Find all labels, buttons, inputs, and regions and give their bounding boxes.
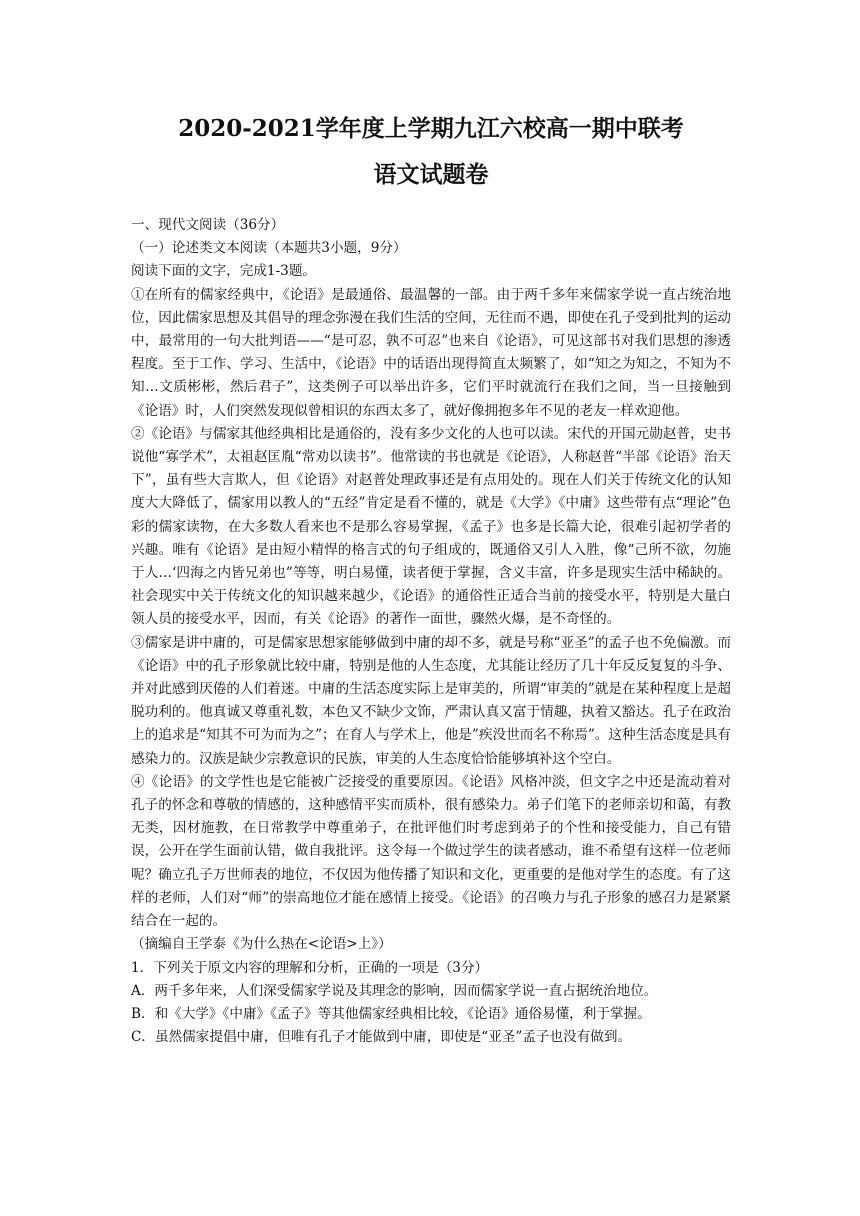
exam-subtitle: 语文试题卷: [373, 161, 489, 188]
paragraph-1: ①在所有的儒家经典中，《论语》是最通俗、最温馨的一部。由于两千多年来儒家学说一直占统治地位，因此儒家思想及其倡导的理念弥漫在我们生活的空间，无往而不遇，即使在孔子受到批判的运动中，最常用的一句大批判语——“是可忍，孰不可忍”也来自《论语》，可见这部书对我们思想的渗透程度。至于工作、学习、生活中，《论语》中的话语出现得简直太频繁了，如“知之为知之，不知为不知…文质彬彬，然后君子”，这类例子可以举出许多，它们平时就流行在我们之间，当一旦接触到《论语》时，人们突然发现似曾相识的东西太多了，就好像拥抱多年不见的老友一样欢迎他。: [131, 286, 731, 419]
question-stem: 1．下列关于原文内容的理解和分析，正确的一项是（3分）: [131, 959, 489, 976]
paragraph-3: ③儒家是讲中庸的，可是儒家思想家能够做到中庸的却不多，就是号称“亚圣”的孟子也不免偏激。而《论语》中的孔子形象就比较中庸，特别是他的人生态度，尤其能让经历了几十年反反复复的斗争、并对此感到厌倦的人们着迷。中庸的生活态度实际上是审美的，所谓“审美的”就是在某种程度上是超脱功利的。他真诚又尊重礼数，本色又不缺少文饰，严肃认真又富于情趣，执着又豁达。孔子在政治上的追求是“知其不可为而为之”；在育人与学术上，他是”疾没世而名不称焉”。这种生活态度是具有感染力的。汉族是缺少宗教意识的民族，审美的人生态度恰恰能够填补这个空白。: [131, 634, 731, 767]
option-a: A．两千多年来，人们深受儒家学说及其理念的影响，因而儒家学说一直占据统治地位。: [131, 982, 658, 999]
option-c: C．虽然儒家提倡中庸，但唯有孔子才能做到中庸，即使是“亚圣”孟子也没有做到。: [131, 1029, 632, 1046]
option-b: B．和《大学》《中庸》《孟子》等其他儒家经典相比较，《论语》通俗易懂，利于掌握。: [131, 1005, 651, 1022]
reading-section: [131, 214, 731, 1049]
part-heading: （一）论述类文本阅读（本题共3小题，9分）: [131, 240, 407, 257]
paragraph-2: ②《论语》与儒家其他经典相比是通俗的，没有多少文化的人也可以读。宋代的开国元勋赵普，史书说他“寡学术”，太祖赵匡胤“常劝以读书”。他常读的书也就是《论语》，人称赵普“半部《论语》治天下”，虽有些大言欺人，但《论语》对赵普处理政事还是有点用处的。现在人们关于传统文化的认知度大大降低了，儒家用以教人的“五经”肯定是看不懂的，就是《大学》《中庸》这些带有点“理论”色彩的儒家读物，在大多数人看来也不是那么容易掌握，《孟子》也多是长篇大论，很难引起初学者的兴趣。唯有《论语》是由短小精悍的格言式的句子组成的，既通俗又引人入胜，像“己所不欲，勿施于人…‘四海之内皆兄弟也”等等，明白易懂，读者便于掌握，含义丰富，许多是现实生活中稀缺的。社会现实中关于传统文化的知识越来越少，《论语》的通俗性正适合当前的接受水平，特别是大量白领人员的接受水平，因而，有关《论语》的著作一面世，骤然火爆，是不奇怪的。: [131, 425, 731, 628]
instruction-text: 阅读下面的文字，完成1-3题。: [131, 263, 317, 280]
exam-title: 2020-2021学年度上学期九江六校高一期中联考: [178, 115, 684, 142]
source-citation: （摘编自王学泰《为什么热在<论语>上》）: [131, 936, 392, 953]
section-heading: 一、现代文阅读（36分）: [131, 217, 285, 233]
exam-page: [131, 112, 731, 1049]
paragraph-4: ④《论语》的文学性也是它能被广泛接受的重要原因。《论语》风格冲淡，但文字之中还是流动着对孔子的怀念和尊敬的情感的，这种感情平实而质朴，很有感染力。弟子们笔下的老师亲切和蔼，有教无类，因材施教，在日常教学中尊重弟子，在批评他们时考虑到弟子的个性和接受能力，自己有错误，公开在学生面前认错，做自我批评。这令每一个做过学生的读者感动，谁不希望有这样一位老师呢？确立孔子万世师表的地位，不仅因为他传播了知识和文化，更重要的是他对学生的态度。有了这样的老师，人们对“师”的崇高地位才能在感情上接受。《论语》的召唤力与孔子形象的感召力是紧紧结合在一起的。: [131, 773, 731, 930]
